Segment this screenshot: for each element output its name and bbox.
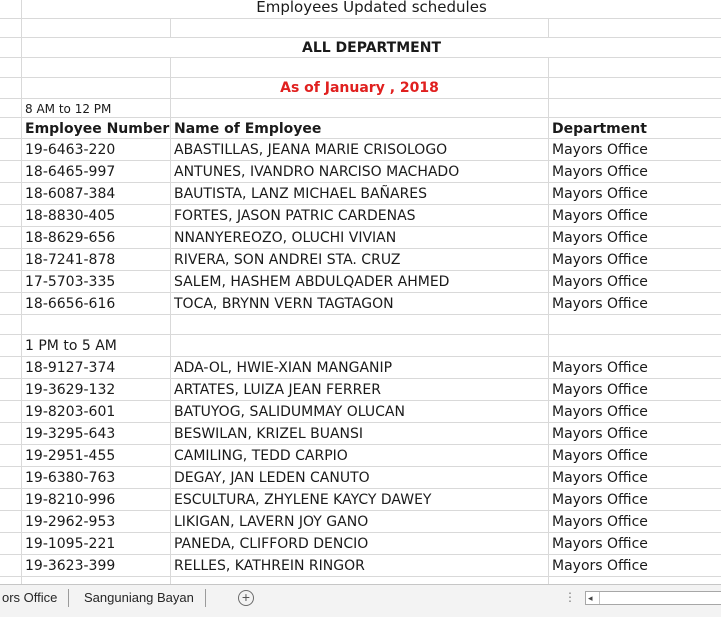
- department-cell[interactable]: Mayors Office: [549, 161, 721, 183]
- employee-number-cell[interactable]: 19-2951-455: [22, 445, 171, 467]
- department-cell[interactable]: Mayors Office: [549, 489, 721, 511]
- header-employee-number[interactable]: Employee Number: [22, 118, 171, 139]
- employee-number-cell[interactable]: 18-8830-405: [22, 205, 171, 227]
- row-gutter: [0, 0, 22, 19]
- row-gutter: [0, 205, 22, 227]
- as-of-row: [0, 78, 721, 99]
- row-gutter: [0, 555, 22, 577]
- table-row: [0, 555, 721, 577]
- row-gutter: [0, 293, 22, 315]
- sheet-tab-bar: [0, 584, 721, 617]
- employee-name-cell[interactable]: NNANYEREOZO, OLUCHI VIVIAN: [171, 227, 549, 249]
- row-gutter: [0, 227, 22, 249]
- table-row: [0, 423, 721, 445]
- employee-name-cell[interactable]: CAMILING, TEDD CARPIO: [171, 445, 549, 467]
- department-cell[interactable]: Mayors Office: [549, 533, 721, 555]
- department-cell[interactable]: Mayors Office: [549, 401, 721, 423]
- scroll-left-icon[interactable]: ◂: [588, 593, 593, 603]
- table-row: [0, 183, 721, 205]
- employee-number-cell[interactable]: 18-6656-616: [22, 293, 171, 315]
- employee-name-cell[interactable]: ARTATES, LUIZA JEAN FERRER: [171, 379, 549, 401]
- employee-name-cell[interactable]: SALEM, HASHEM ABDULQADER AHMED: [171, 271, 549, 293]
- department-cell[interactable]: Mayors Office: [549, 357, 721, 379]
- header-department[interactable]: Department: [549, 118, 721, 139]
- as-of-date[interactable]: As of January , 2018: [171, 78, 549, 99]
- row-gutter: [0, 401, 22, 423]
- row-gutter: [0, 467, 22, 489]
- employee-number-cell[interactable]: 18-7241-878: [22, 249, 171, 271]
- table-row: [0, 489, 721, 511]
- row-gutter: [0, 357, 22, 379]
- title-row: [0, 0, 721, 19]
- header-employee-name[interactable]: Name of Employee: [171, 118, 549, 139]
- table-row: [0, 379, 721, 401]
- department-cell[interactable]: Mayors Office: [549, 511, 721, 533]
- more-options-icon[interactable]: ⋮: [564, 590, 575, 604]
- table-row: [0, 161, 721, 183]
- department-heading-row: [0, 38, 721, 58]
- row-gutter: [0, 489, 22, 511]
- employee-name-cell[interactable]: BESWILAN, KRIZEL BUANSI: [171, 423, 549, 445]
- sheet-tab-sanguniang-bayan[interactable]: Sanguniang Bayan: [84, 590, 194, 605]
- table-row: [0, 511, 721, 533]
- table-row: [0, 139, 721, 161]
- department-cell[interactable]: Mayors Office: [549, 379, 721, 401]
- row-gutter: [0, 533, 22, 555]
- employee-number-cell[interactable]: 19-3623-399: [22, 555, 171, 577]
- department-cell[interactable]: Mayors Office: [549, 555, 721, 577]
- row-gutter: [0, 379, 22, 401]
- table-row: [0, 445, 721, 467]
- row-gutter: [0, 183, 22, 205]
- department-cell[interactable]: Mayors Office: [549, 205, 721, 227]
- employee-number-cell[interactable]: 19-6463-220: [22, 139, 171, 161]
- row-gutter: [0, 423, 22, 445]
- employee-number-cell[interactable]: 19-3629-132: [22, 379, 171, 401]
- employee-name-cell[interactable]: ABASTILLAS, JEANA MARIE CRISOLOGO: [171, 139, 549, 161]
- employee-number-cell[interactable]: 19-1095-221: [22, 533, 171, 555]
- employee-name-cell[interactable]: RIVERA, SON ANDREI STA. CRUZ: [171, 249, 549, 271]
- add-sheet-icon[interactable]: +: [238, 590, 254, 606]
- header-row: [0, 118, 721, 139]
- department-cell[interactable]: Mayors Office: [549, 467, 721, 489]
- employee-name-cell[interactable]: DEGAY, JAN LEDEN CANUTO: [171, 467, 549, 489]
- table-row: [0, 357, 721, 379]
- employee-name-cell[interactable]: BAUTISTA, LANZ MICHAEL BAÑARES: [171, 183, 549, 205]
- empty-row: [0, 315, 721, 335]
- section-label-afternoon[interactable]: 1 PM to 5 AM: [22, 335, 171, 357]
- department-cell[interactable]: Mayors Office: [549, 227, 721, 249]
- row-gutter: [0, 161, 22, 183]
- tab-divider: [205, 589, 206, 607]
- empty-row: [0, 19, 721, 38]
- employee-number-cell[interactable]: 19-6380-763: [22, 467, 171, 489]
- table-row: [0, 205, 721, 227]
- tab-divider: [68, 589, 69, 607]
- table-row: [0, 401, 721, 423]
- department-cell[interactable]: Mayors Office: [549, 271, 721, 293]
- employee-number-cell[interactable]: 19-8203-601: [22, 401, 171, 423]
- sheet-title[interactable]: Employees Updated schedules: [22, 0, 721, 19]
- department-cell[interactable]: Mayors Office: [549, 183, 721, 205]
- employee-name-cell[interactable]: ANTUNES, IVANDRO NARCISO MACHADO: [171, 161, 549, 183]
- employee-number-cell[interactable]: 18-9127-374: [22, 357, 171, 379]
- employee-number-cell[interactable]: 18-8629-656: [22, 227, 171, 249]
- department-cell[interactable]: Mayors Office: [549, 293, 721, 315]
- employee-name-cell[interactable]: ESCULTURA, ZHYLENE KAYCY DAWEY: [171, 489, 549, 511]
- horizontal-scrollbar[interactable]: [585, 591, 721, 605]
- department-cell[interactable]: Mayors Office: [549, 139, 721, 161]
- employee-number-cell[interactable]: 18-6087-384: [22, 183, 171, 205]
- row-gutter: [0, 445, 22, 467]
- table-row: [0, 271, 721, 293]
- table-row: [0, 227, 721, 249]
- employee-number-cell[interactable]: 19-8210-996: [22, 489, 171, 511]
- department-cell[interactable]: Mayors Office: [549, 445, 721, 467]
- row-gutter: [0, 249, 22, 271]
- section-label-row: [0, 335, 721, 357]
- employee-name-cell[interactable]: PANEDA, CLIFFORD DENCIO: [171, 533, 549, 555]
- department-heading[interactable]: ALL DEPARTMENT: [22, 38, 721, 58]
- department-cell[interactable]: Mayors Office: [549, 249, 721, 271]
- table-row: [0, 533, 721, 555]
- employee-number-cell[interactable]: 19-2962-953: [22, 511, 171, 533]
- employee-name-cell[interactable]: LIKIGAN, LAVERN JOY GANO: [171, 511, 549, 533]
- employee-name-cell[interactable]: TOCA, BRYNN VERN TAGTAGON: [171, 293, 549, 315]
- sheet-tab-mayors-office[interactable]: ors Office: [2, 590, 58, 605]
- row-gutter: [0, 511, 22, 533]
- cut-off-row: [0, 577, 721, 584]
- table-row: [0, 467, 721, 489]
- employee-name-cell[interactable]: BATUYOG, SALIDUMMAY OLUCAN: [171, 401, 549, 423]
- department-cell[interactable]: Mayors Office: [549, 423, 721, 445]
- empty-row: [0, 58, 721, 78]
- table-row: [0, 293, 721, 315]
- employee-name-cell[interactable]: RELLES, KATHREIN RINGOR: [171, 555, 549, 577]
- employee-name-cell[interactable]: ADA-OL, HWIE-XIAN MANGANIP: [171, 357, 549, 379]
- section-label-row: [0, 99, 721, 118]
- employee-number-cell[interactable]: 19-3295-643: [22, 423, 171, 445]
- employee-name-cell[interactable]: FORTES, JASON PATRIC CARDENAS: [171, 205, 549, 227]
- section-label-morning[interactable]: 8 AM to 12 PM: [22, 99, 171, 118]
- employee-number-cell[interactable]: 17-5703-335: [22, 271, 171, 293]
- table-row: [0, 249, 721, 271]
- row-gutter: [0, 271, 22, 293]
- row-gutter: [0, 139, 22, 161]
- scrollbar-divider: [599, 592, 600, 604]
- employee-number-cell[interactable]: 18-6465-997: [22, 161, 171, 183]
